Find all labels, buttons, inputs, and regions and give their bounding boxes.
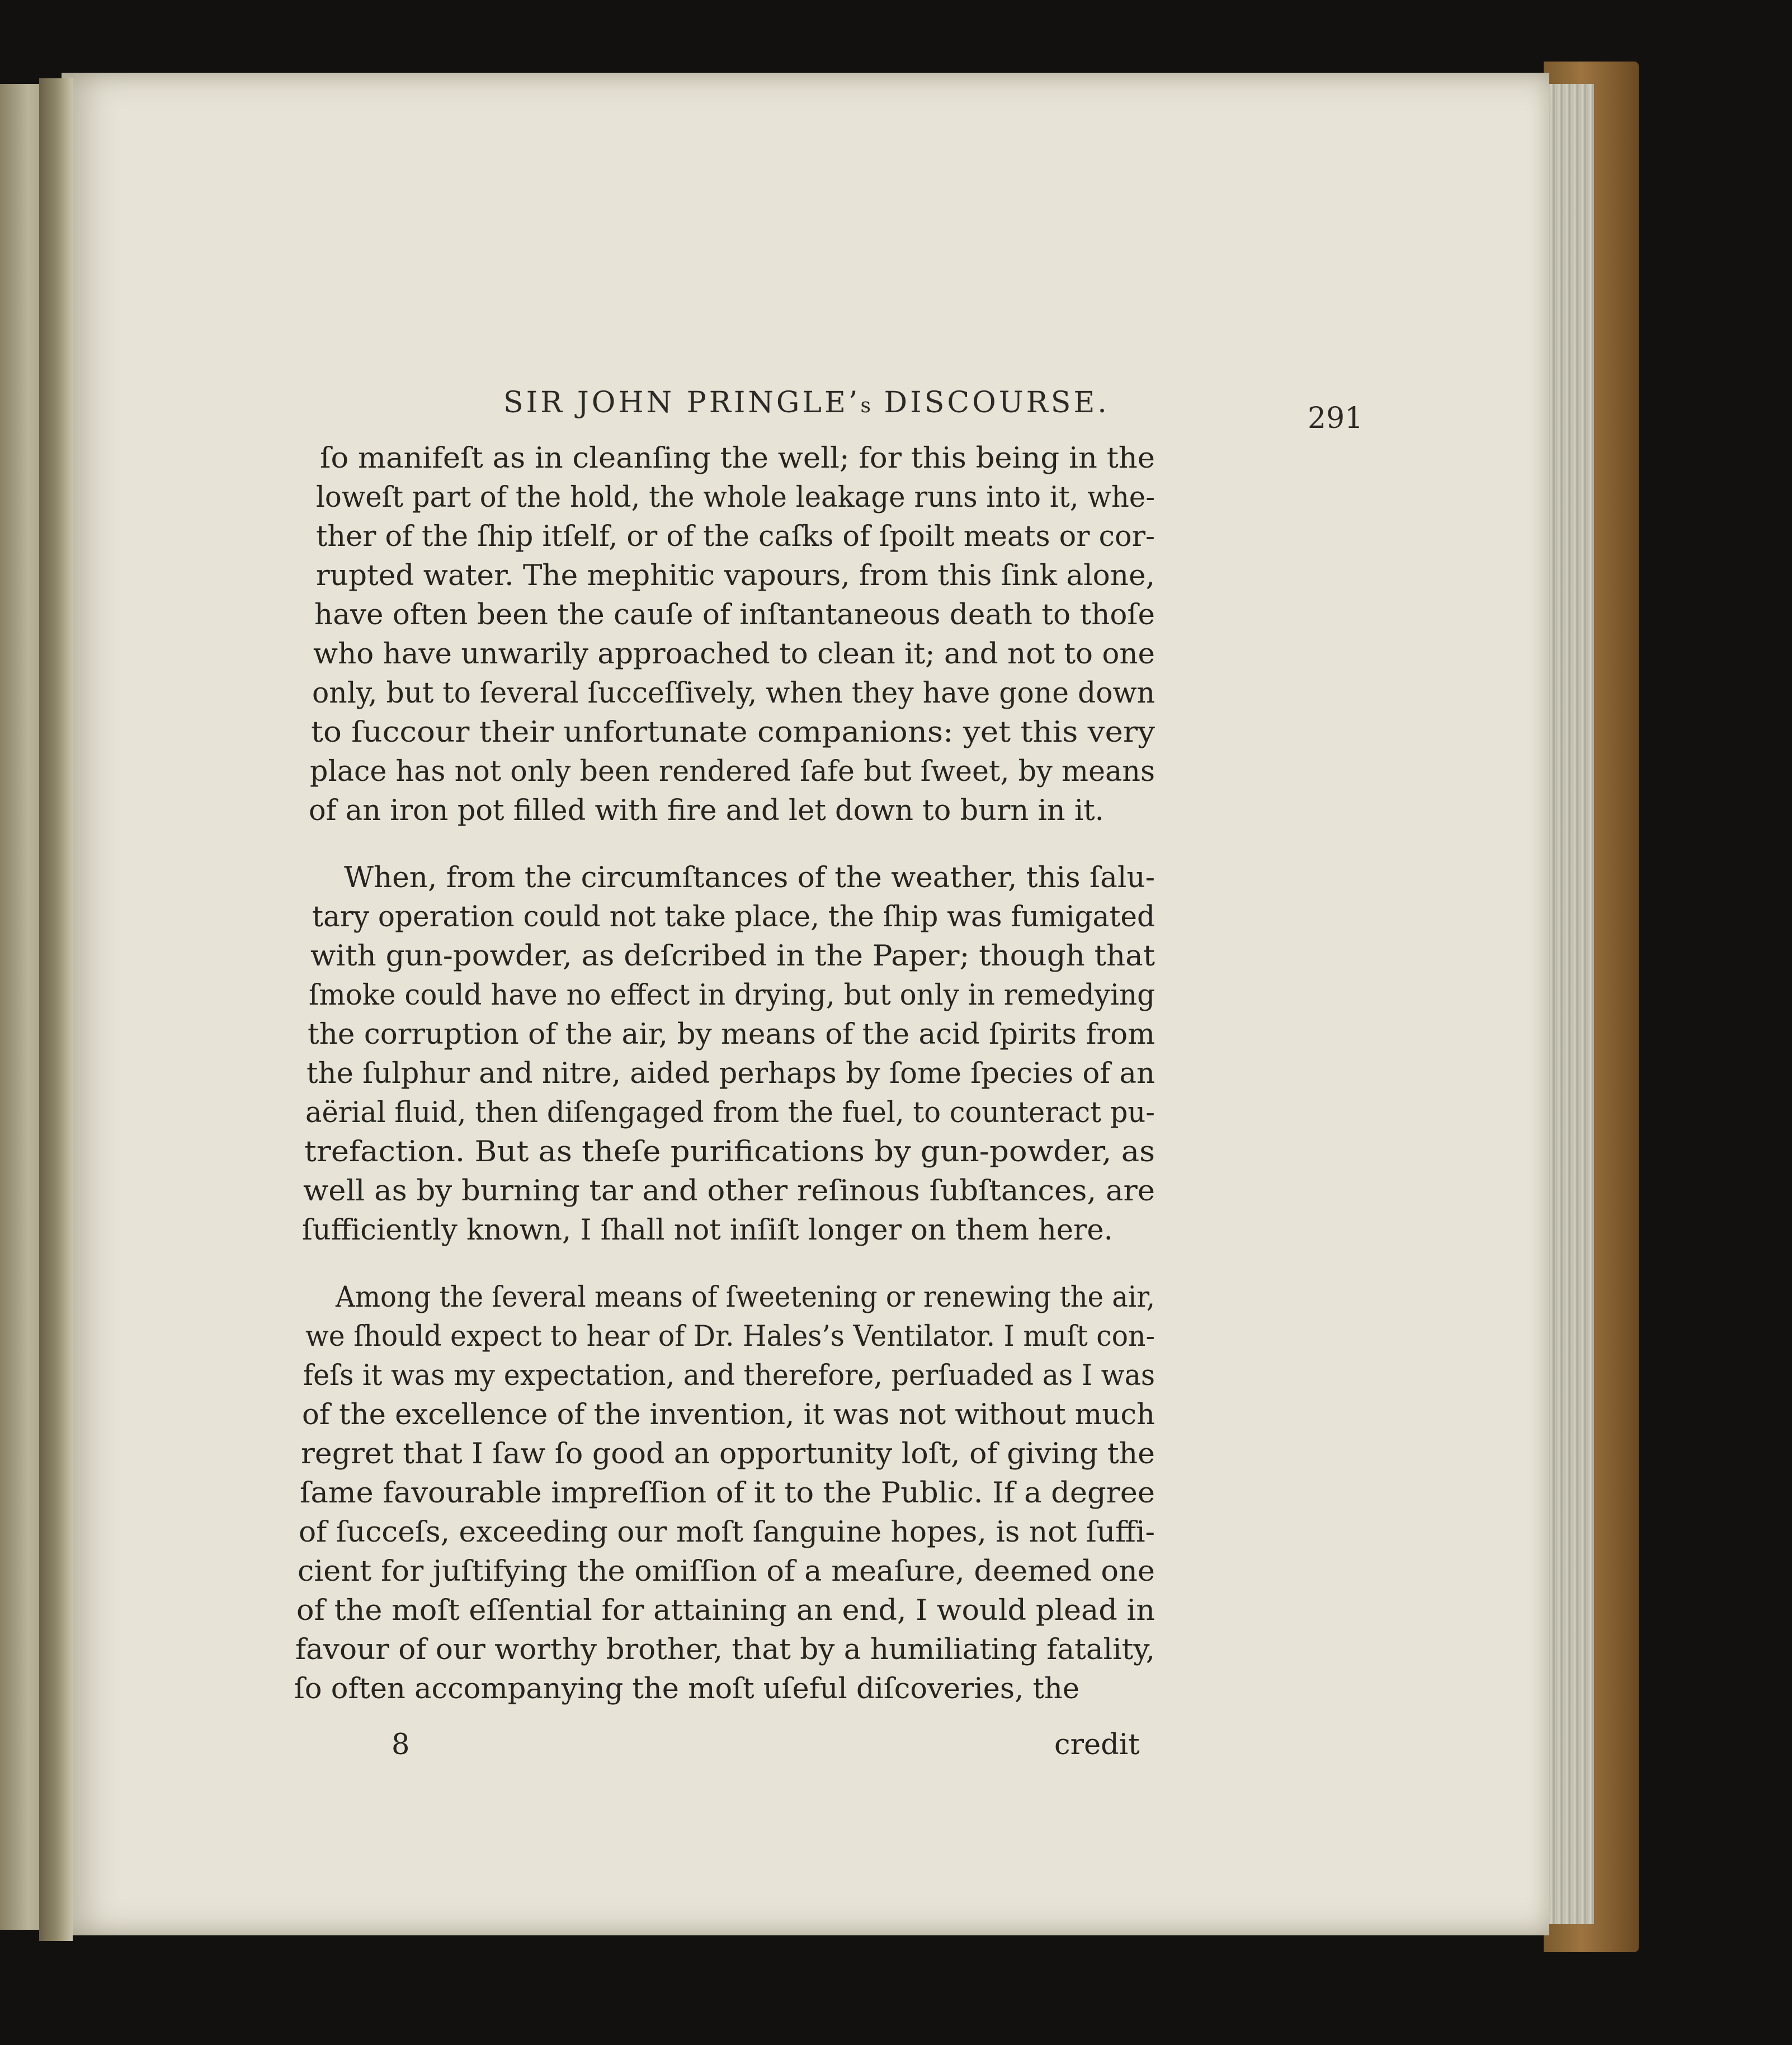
- text-line: the corruption of the air, by means of the acid ſpirits from: [308, 1018, 1155, 1051]
- text-line: ſo manifeſt as in cleanſing the well; for this being in the: [320, 442, 1155, 475]
- running-head-s: s: [860, 394, 872, 417]
- text-line: regret that I ſaw ſo good an opportunity loſt, of giving the: [301, 1438, 1155, 1471]
- text-line: trefaction. But as theſe purifications by gun-powder, as: [304, 1135, 1155, 1168]
- text-line: only, but to ſeveral ſucceſſively, when they have gone down: [312, 677, 1155, 710]
- text-line: ſame favourable impreſſion of it to the Public. If a degree: [300, 1477, 1155, 1510]
- running-head: [503, 386, 1119, 420]
- running-head-apostrophe: ’: [848, 386, 861, 420]
- text-line: of the moſt eſſential for attaining an end, I would plead in: [296, 1594, 1155, 1627]
- text-line: ſufficiently known, I ſhall not inſiſt longer on them here.: [302, 1214, 1113, 1247]
- text-line: ſo often accompanying the moſt uſeful diſcoveries, the: [294, 1672, 1080, 1705]
- running-head-left: SIR JOHN PRINGLE: [503, 386, 848, 420]
- text-line: When, from the circumſtances of the weather, this ſalu-: [344, 861, 1155, 894]
- text-line: loweſt part of the hold, the whole leakage runs into it, whe-: [316, 481, 1155, 514]
- signature-mark: 8: [392, 1728, 410, 1761]
- text-line: Among the ſeveral means of ſweetening or renewing the air,: [336, 1281, 1155, 1314]
- text-line: with gun-powder, as deſcribed in the Paper; though that: [310, 940, 1155, 973]
- text-line: feſs it was my expectation, and therefore, perſuaded as I was: [303, 1359, 1155, 1392]
- text-line: rupted water. The mephitic vapours, from this ſink alone,: [316, 559, 1155, 592]
- book-gutter: [39, 78, 73, 1941]
- text-line: of ſucceſs, exceeding our moſt ſanguine hopes, is not ſuffi-: [299, 1516, 1155, 1549]
- text-line: ſmoke could have no effect in drying, but only in remedying: [309, 979, 1155, 1012]
- text-line: ther of the ſhip itſelf, or of the caſks of ſpoilt meats or cor-: [316, 520, 1155, 553]
- text-line: who have unwarily approached to clean it; and not to one: [313, 638, 1155, 671]
- text-line: to ſuccour their unfortunate companions: yet this very: [311, 716, 1155, 749]
- text-line: aërial fluid, then diſengaged from the fuel, to counteract pu-: [305, 1096, 1155, 1129]
- text-line: we ſhould expect to hear of Dr. Hales’s Ventilator. I muſt con-: [305, 1320, 1155, 1353]
- text-line: well as by burning tar and other reſinous ſubſtances, are: [303, 1175, 1155, 1208]
- book-page: [62, 73, 1549, 1935]
- text-line: tary operation could not take place, the ſhip was fumigated: [312, 901, 1155, 934]
- running-head-right: DISCOURSE.: [884, 386, 1110, 420]
- text-line: place has not only been rendered ſafe but ſweet, by means: [310, 755, 1155, 788]
- text-line: have often been the cauſe of inſtantaneous death to thoſe: [314, 599, 1155, 632]
- text-line: the ſulphur and nitre, aided perhaps by ſome ſpecies of an: [306, 1057, 1155, 1090]
- text-line: cient for juſtifying the omiſſion of a meaſure, deemed one: [298, 1555, 1155, 1588]
- text-line: favour of our worthy brother, that by a humiliating fatality,: [295, 1633, 1155, 1666]
- catchword: credit: [1054, 1728, 1140, 1761]
- text-line: of an iron pot filled with fire and let down to burn in it.: [309, 794, 1104, 827]
- text-line: of the excellence of the invention, it was not without much: [302, 1398, 1155, 1431]
- page-number: 291: [1308, 402, 1364, 435]
